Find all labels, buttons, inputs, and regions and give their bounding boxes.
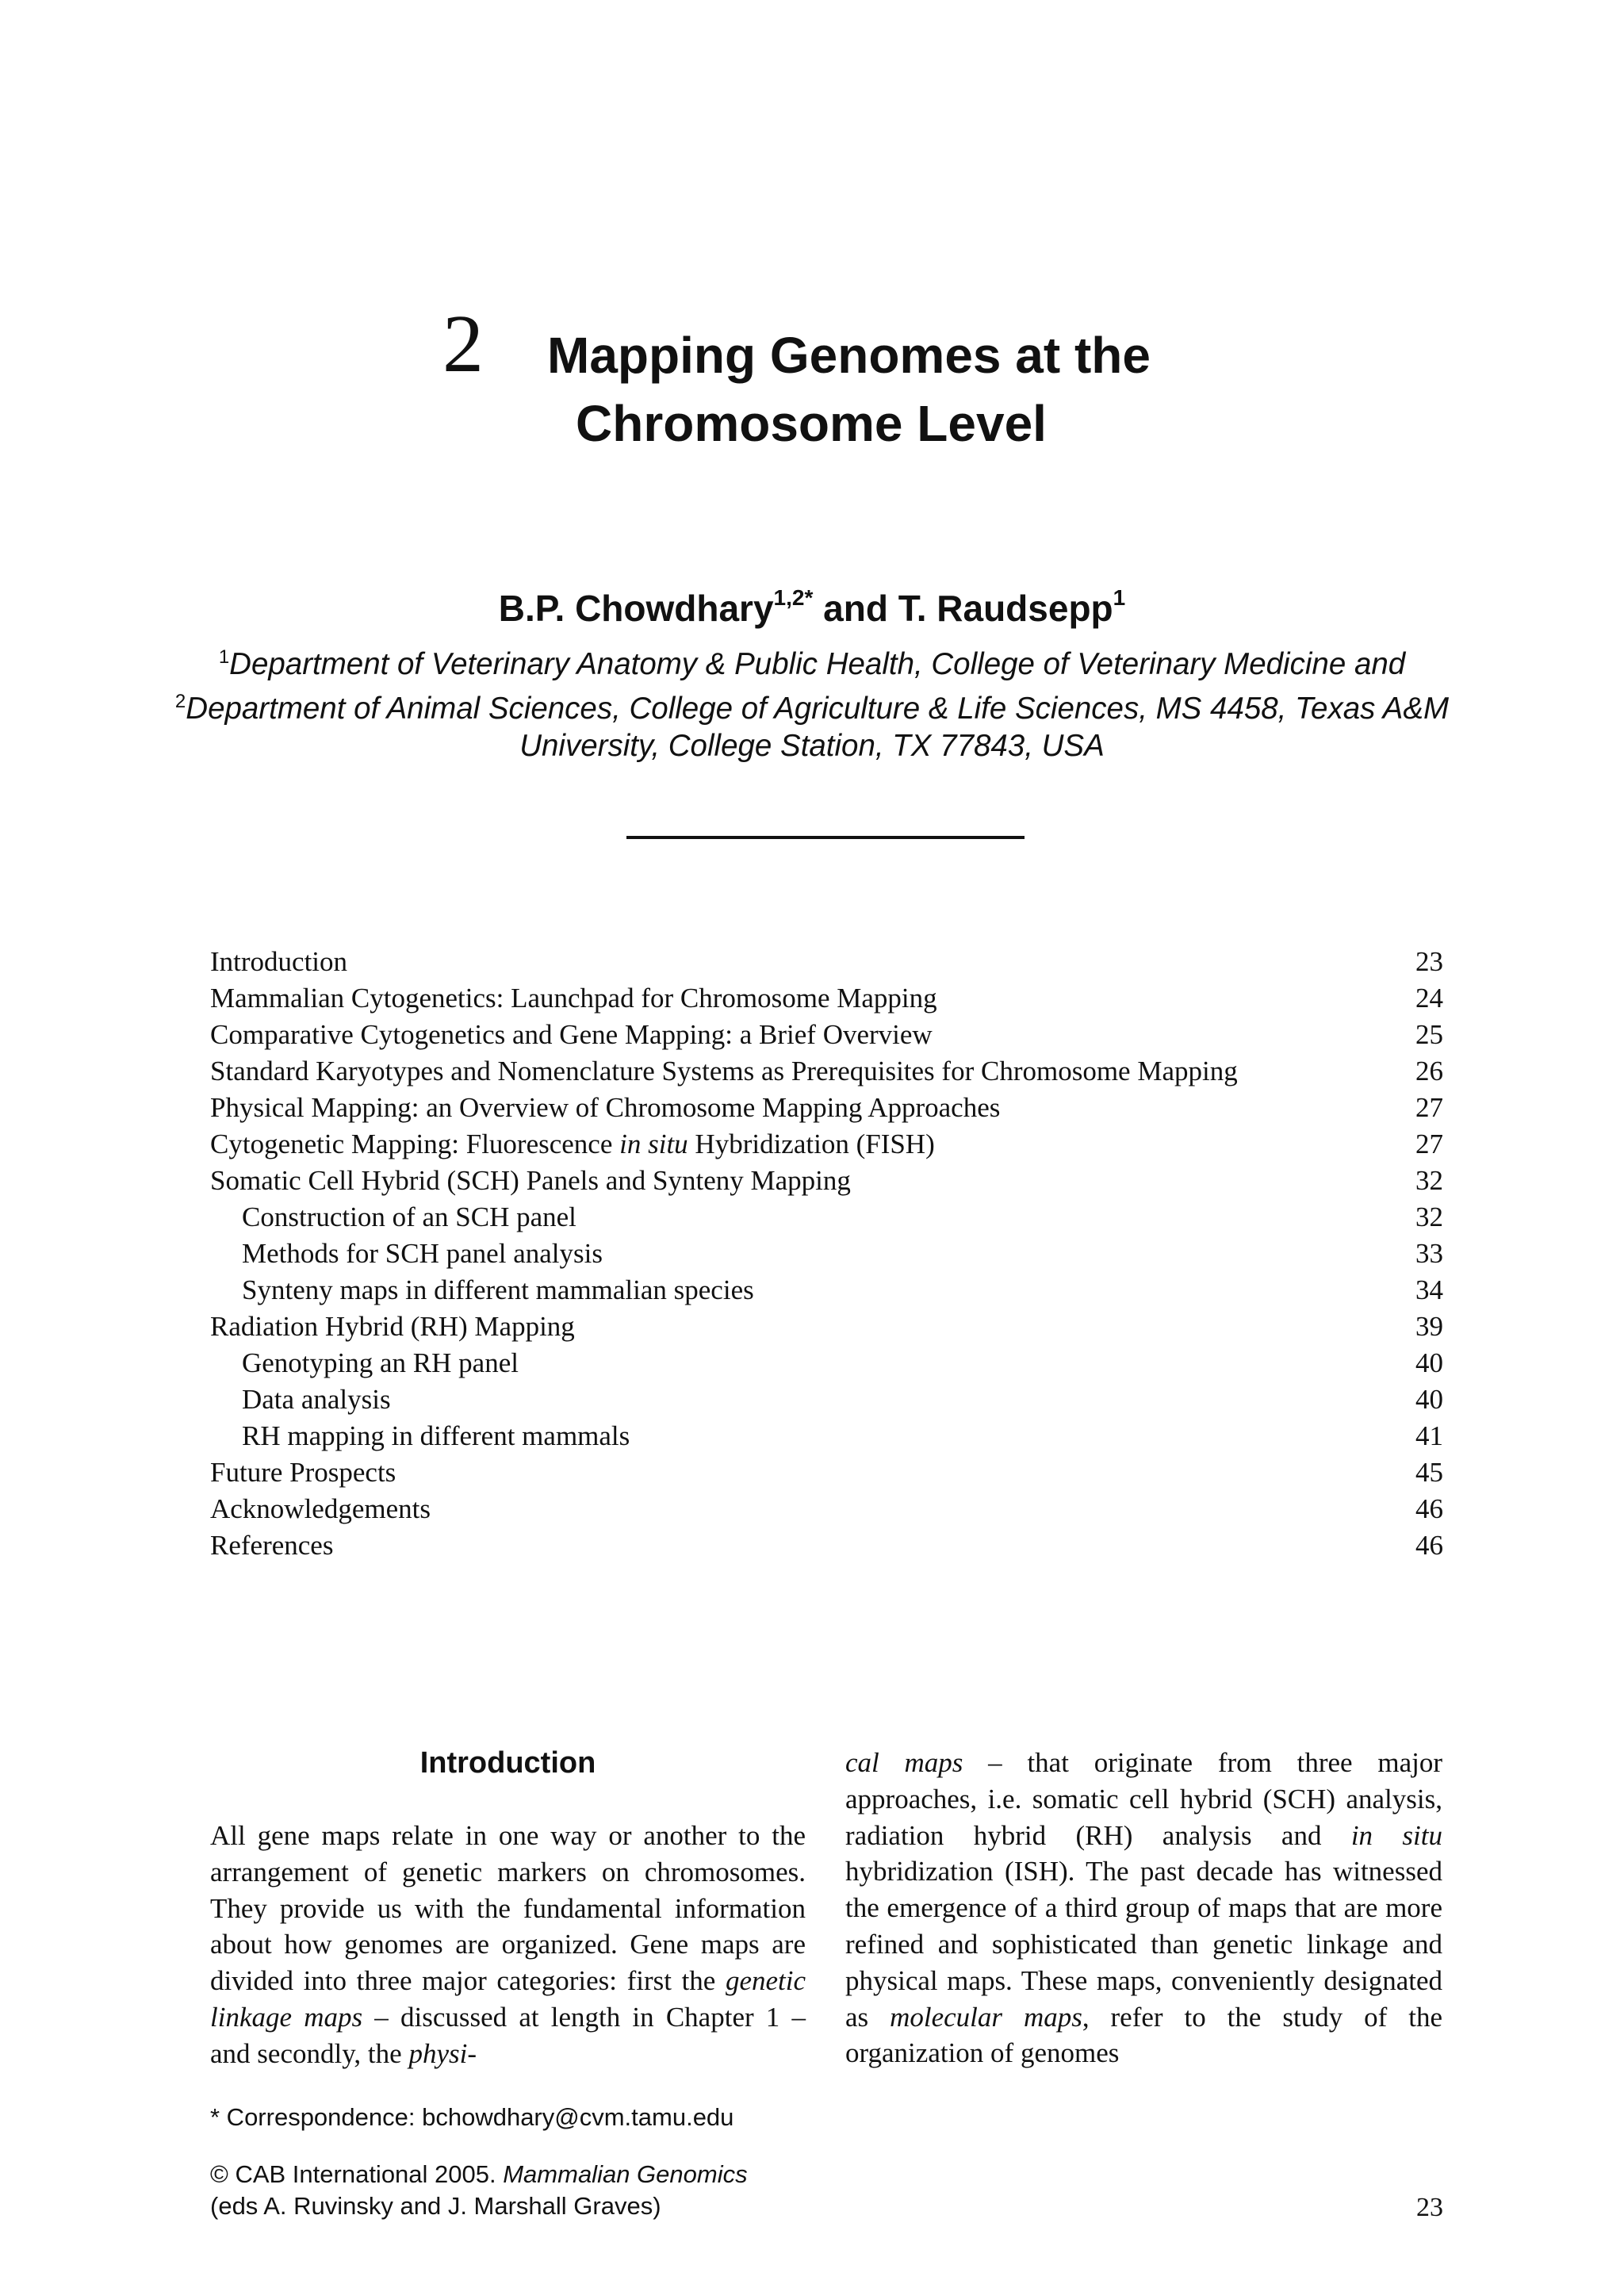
paragraph-italic: physi- [408, 2037, 477, 2069]
toc-entry-page: 27 [1415, 1092, 1443, 1123]
affiliation-mark-2: 2 [174, 690, 186, 712]
affiliation-text-1: Department of Veterinary Anatomy & Public Health, College of Veterinary Medicine and [229, 646, 1406, 681]
toc-entry-page: 39 [1415, 1311, 1443, 1342]
chapter-title-line1: Mapping Genomes at the [547, 327, 1151, 384]
copyright-notice [210, 2159, 1162, 2222]
toc-entry-page: 40 [1415, 1347, 1443, 1378]
toc-entry [210, 1053, 1443, 1090]
toc-entry-title: Comparative Cytogenetics and Gene Mapping: a Brief Overview [210, 1019, 933, 1050]
chapter-number: 2 [442, 298, 484, 389]
toc-entry-title: Data analysis [242, 1384, 391, 1415]
toc-entry-title [210, 1126, 1443, 1163]
toc-entry-title: Somatic Cell Hybrid (SCH) Panels and Synteny Mapping [210, 1165, 851, 1196]
toc-entry-title: Genotyping an RH panel [242, 1347, 519, 1378]
toc-entry-title-part: Hybridization (FISH) [688, 1129, 935, 1159]
affiliation-mark-1: 1 [218, 646, 230, 668]
toc-entry-title-part: Cytogenetic Mapping: Fluorescence [210, 1129, 620, 1159]
toc-subentry [210, 1418, 1443, 1454]
toc-entry-title: Radiation Hybrid (RH) Mapping [210, 1311, 575, 1342]
toc-entry-title: Mammalian Cytogenetics: Launchpad for Chromosome Mapping [210, 983, 937, 1014]
paragraph-text: hybridization (ISH). The past decade has witnessed the emergence of a third group of maps that are more refined and sophisticated than genetic linkage and physical maps. These maps, conveniently designated as [845, 1856, 1442, 2033]
author-2: and T. Raudsepp [813, 588, 1113, 629]
paragraph-italic: in situ [1350, 1819, 1442, 1851]
author-2-affiliation-mark: 1 [1113, 584, 1126, 610]
paragraph-text: All gene maps relate in one way or another to the arrangement of genetic markers on chromosomes. They provide us with the fundamental information about how genomes are organized. Gene maps are divided into three major categories: first the [210, 1820, 806, 1997]
toc-entry [210, 1454, 1443, 1491]
toc-subentry [210, 1199, 1443, 1236]
paragraph-text: – that originate from three major approaches, i.e. somatic cell hybrid (SCH) analysis, radiation hybrid (RH) analysis and [845, 1747, 1442, 1851]
section-heading-introduction: Introduction [419, 1746, 596, 1780]
affiliation [143, 638, 1481, 765]
author-1-affiliation-mark: 1,2* [773, 584, 814, 610]
toc-entry-page: 46 [1415, 1493, 1443, 1524]
toc-entry-page: 33 [1415, 1238, 1443, 1269]
paragraph-italic: cal maps [845, 1747, 963, 1778]
body-column-left [210, 1745, 806, 2072]
copyright-text: © CAB International 2005. [210, 2160, 504, 2188]
toc-entry-title: Physical Mapping: an Overview of Chromosome Mapping Approaches [210, 1092, 1001, 1123]
correspondence-footnote: * Correspondence: bchowdhary@cvm.tamu.edu [210, 2103, 734, 2131]
toc-entry [210, 1527, 1443, 1564]
toc-entry-page: 46 [1415, 1530, 1443, 1561]
affiliation-text-2: Department of Animal Sciences, College of Agriculture & Life Sciences, MS 4458, Texas A&M University, College Station, TX 77843, USA [186, 691, 1450, 763]
toc-entry-title: Introduction [210, 946, 348, 977]
toc-entry-page: 32 [1415, 1165, 1443, 1196]
divider-rule [626, 836, 1025, 839]
toc-entry-title: Methods for SCH panel analysis [242, 1238, 603, 1269]
toc-subentry [210, 1345, 1443, 1382]
toc-entry [210, 980, 1443, 1017]
toc-entry-title-italic: in situ [619, 1129, 688, 1159]
toc-entry [210, 1017, 1443, 1053]
toc-subentry [210, 1382, 1443, 1418]
toc-entry-page: 34 [1415, 1274, 1443, 1305]
copyright-line-1 [210, 2159, 1162, 2190]
toc-entry [210, 1309, 1443, 1345]
author-1: B.P. Chowdhary [498, 588, 774, 629]
toc-entry-title: RH mapping in different mammals [242, 1420, 630, 1451]
paragraph-italic: genetic linkage maps [210, 1965, 806, 2033]
toc-entry-title: Construction of an SCH panel [242, 1201, 576, 1232]
toc-entry-page: 45 [1415, 1457, 1443, 1488]
toc-entry-title: Synteny maps in different mammalian species [242, 1274, 754, 1305]
book-title: Mammalian Genomics [503, 2160, 748, 2188]
toc-entry-page: 27 [1415, 1129, 1443, 1159]
toc-entry-page: 24 [1415, 983, 1443, 1014]
authors [0, 584, 1624, 630]
toc-entry [210, 1126, 1443, 1163]
page-number: 23 [1416, 2193, 1443, 2222]
toc-entry-title: Future Prospects [210, 1457, 396, 1488]
paragraph-text: – discussed at length in Chapter 1 – and secondly, the [210, 2001, 806, 2069]
toc-entry-title: Acknowledgements [210, 1493, 431, 1524]
introduction-paragraph [210, 1818, 806, 2072]
copyright-line-2: (eds A. Ruvinsky and J. Marshall Graves) [210, 2192, 661, 2220]
toc-subentry [210, 1236, 1443, 1272]
toc-entry-title: Standard Karyotypes and Nomenclature Systems as Prerequisites for Chromosome Mapping [210, 1056, 1238, 1086]
toc-entry [210, 1090, 1443, 1126]
toc-subentry [210, 1272, 1443, 1309]
toc-entry-title: References [210, 1530, 334, 1561]
toc-entry-page: 26 [1415, 1056, 1443, 1086]
chapter-title-line2: Chromosome Level [576, 395, 1047, 452]
chapter-title [547, 321, 1261, 458]
body-column-right [845, 1745, 1442, 2071]
toc-entry-page: 32 [1415, 1201, 1443, 1232]
introduction-paragraph-continued [845, 1745, 1442, 2071]
table-of-contents [210, 944, 1443, 1564]
toc-entry-page: 25 [1415, 1019, 1443, 1050]
toc-entry [210, 944, 1443, 980]
paragraph-text: , refer to the study of the organization of genomes [845, 2001, 1442, 2069]
toc-entry [210, 1491, 1443, 1527]
toc-entry-page: 40 [1415, 1384, 1443, 1415]
toc-entry [210, 1163, 1443, 1199]
toc-entry-page: 41 [1415, 1420, 1443, 1451]
toc-entry-page: 23 [1415, 946, 1443, 977]
paragraph-italic: molecular maps [890, 2001, 1082, 2033]
